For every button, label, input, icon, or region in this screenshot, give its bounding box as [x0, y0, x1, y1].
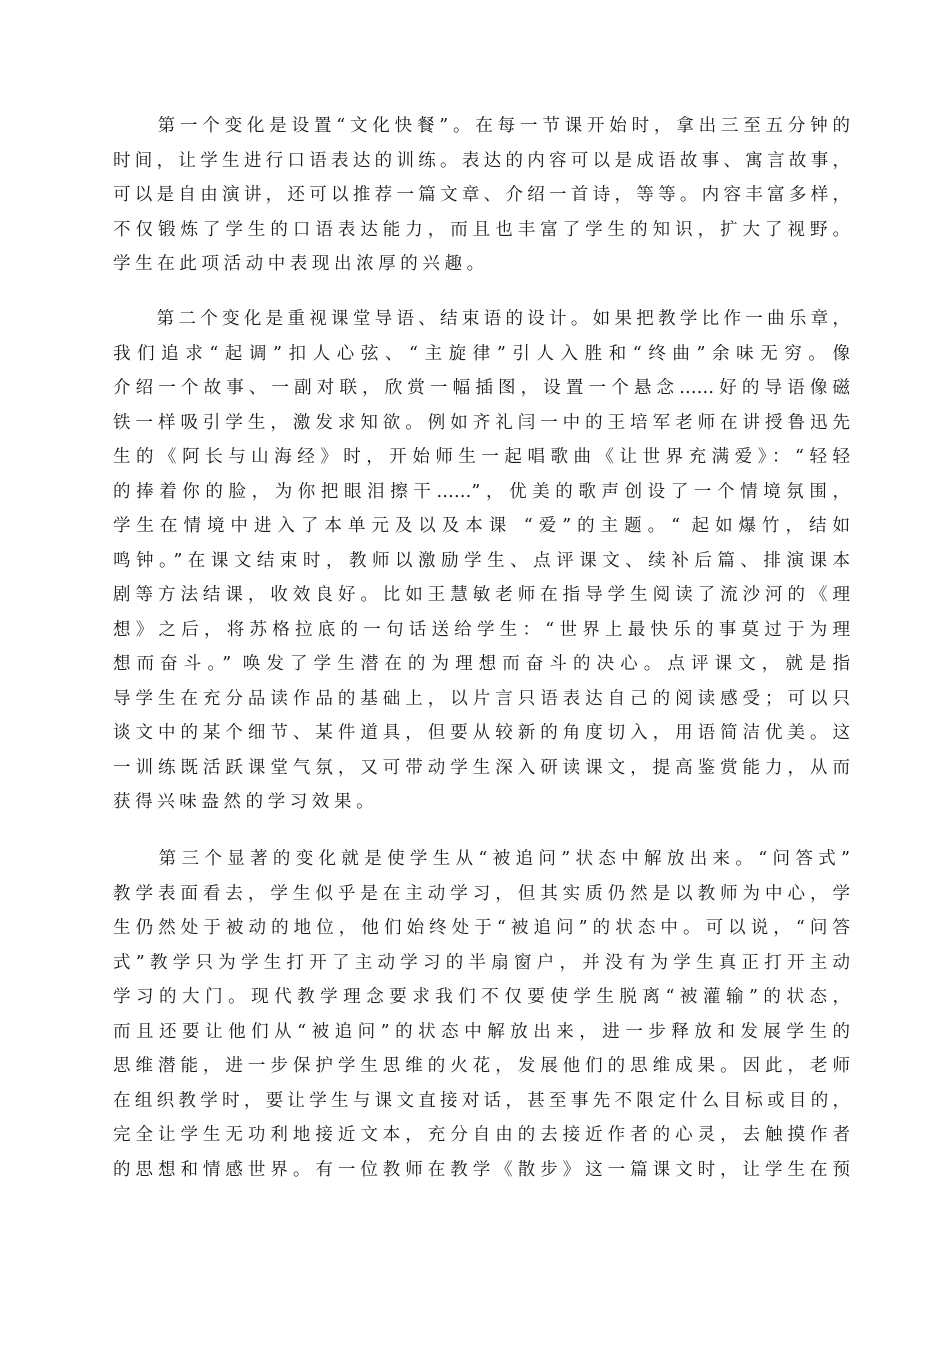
text-line: 生仍然处于被动的地位，他们始终处于“被追问”的状态中。可以说，“问答: [113, 918, 850, 938]
text-line: 第三个显著的变化就是使学生从“被追问”状态中解放出来。“问答式”: [113, 849, 850, 869]
text-line: 学习的大门。现代教学理念要求我们不仅要使学生脱离“被灌输”的状态，: [113, 987, 850, 1007]
text-line: 不仅锻炼了学生的口语表达能力，而且也丰富了学生的知识，扩大了视野。: [113, 219, 850, 240]
text-line: 介绍一个故事、一副对联，欣赏一幅插图，设置一个悬念……好的导语像磁: [113, 378, 850, 398]
text-line: 想》之后，将苏格拉底的一句话送给学生：“世界上最快乐的事莫过于为理: [113, 619, 850, 640]
text-line: 思维潜能，进一步保护学生思维的火花，发展他们的思维成果。因此，老师: [113, 1056, 850, 1076]
text-line: 我们追求“起调”扣人心弦、“主旋律”引人入胜和“终曲”余味无穷。像: [113, 343, 850, 364]
paragraph-1: [113, 109, 850, 282]
text-line: 第一个变化是设置“文化快餐”。在每一节课开始时，拿出三至五分钟的: [113, 116, 850, 136]
text-line: 铁一样吸引学生，激发求知欲。例如齐礼闫一中的王培军老师在讲授鲁迅先: [113, 412, 850, 433]
paragraph-3: [113, 842, 850, 1187]
text-line: 的捧着你的脸，为你把眼泪擦干……”，优美的歌声创设了一个情境氛围，: [113, 481, 850, 502]
text-line: 导学生在充分品读作品的基础上，以片言只语表达自己的阅读感受；可以只: [113, 688, 850, 709]
text-line: 教学表面看去，学生似乎是在主动学习，但其实质仍然是以教师为中心，学: [113, 883, 850, 904]
text-line: 在组织教学时，要让学生与课文直接对话，甚至事先不限定什么目标或目的，: [113, 1090, 850, 1111]
text-line: 的思想和情感世界。有一位教师在教学《散步》这一篇课文时，让学生在预: [113, 1159, 850, 1180]
text-line: 完全让学生无功利地接近文本，充分自由的去接近作者的心灵，去触摸作者: [113, 1125, 850, 1145]
text-line: 一训练既活跃课堂气氛，又可带动学生深入研读课文，提高鉴赏能力，从而: [113, 757, 850, 778]
text-line: 学生在此项活动中表现出浓厚的兴趣。: [113, 254, 489, 274]
text-line: 想而奋斗。” 唤发了学生潜在的为理想而奋斗的决心。点评课文，就是指: [113, 654, 850, 674]
paragraph-2: [113, 302, 850, 820]
text-line: 而且还要让他们从“被追问”的状态中解放出来，进一步释放和发展学生的: [113, 1021, 850, 1042]
text-line: 学生在情境中进入了本单元及以及本课 “爱”的主题。“ 起如爆竹，结如: [113, 516, 850, 536]
text-line: 剧等方法结课，收效良好。比如王慧敏老师在指导学生阅读了流沙河的《理: [113, 585, 850, 605]
text-line: 获得兴味盎然的学习效果。: [113, 792, 379, 812]
text-line: 时间，让学生进行口语表达的训练。表达的内容可以是成语故事、寓言故事，: [113, 150, 850, 171]
text-line: 谈文中的某个细节、某件道具，但要从较新的角度切入，用语简洁优美。这: [113, 723, 850, 743]
text-line: 生的《阿长与山海经》时，开始师生一起唱歌曲《让世界充满爱》：“轻轻: [113, 447, 850, 467]
text-line: 第二个变化是重视课堂导语、结束语的设计。如果把教学比作一曲乐章，: [113, 309, 850, 329]
text-line: 可以是自由演讲，还可以推荐一篇文章、介绍一首诗，等等。内容丰富多样，: [113, 185, 850, 205]
text-line: 鸣钟。”在课文结束时，教师以激励学生、点评课文、续补后篇、排演课本: [113, 550, 850, 571]
text-line: 式”教学只为学生打开了主动学习的半扇窗户，并没有为学生真正打开主动: [113, 952, 850, 973]
